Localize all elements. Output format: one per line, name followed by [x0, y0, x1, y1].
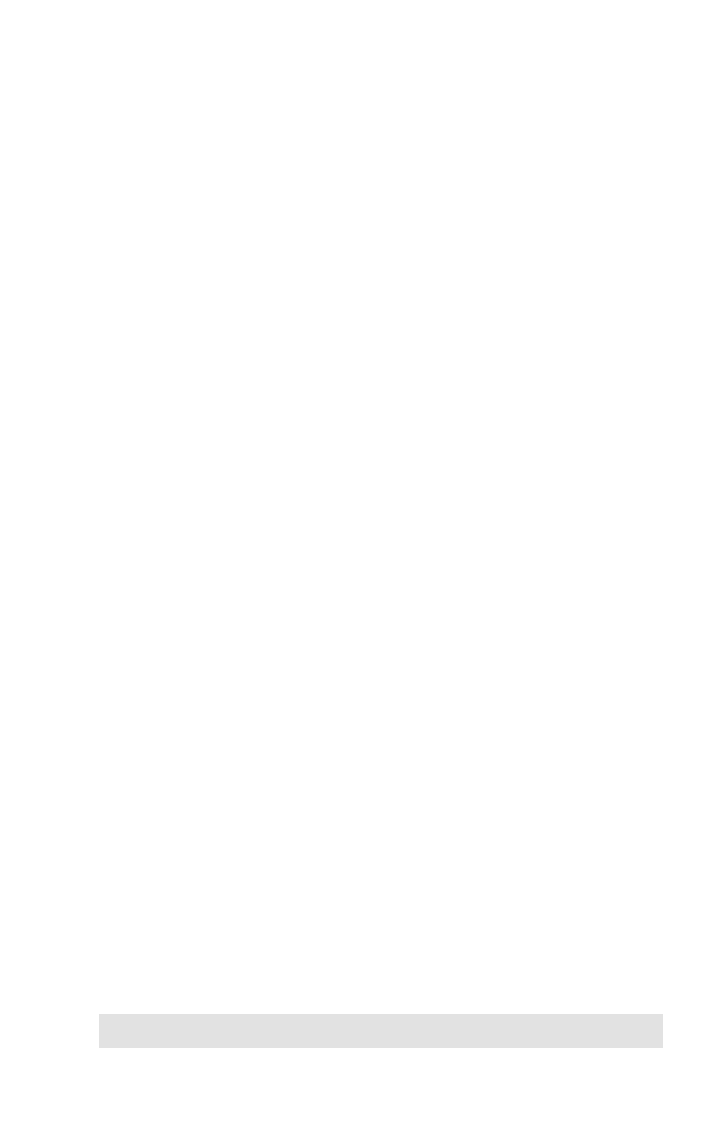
- page-footer: [99, 1014, 663, 1048]
